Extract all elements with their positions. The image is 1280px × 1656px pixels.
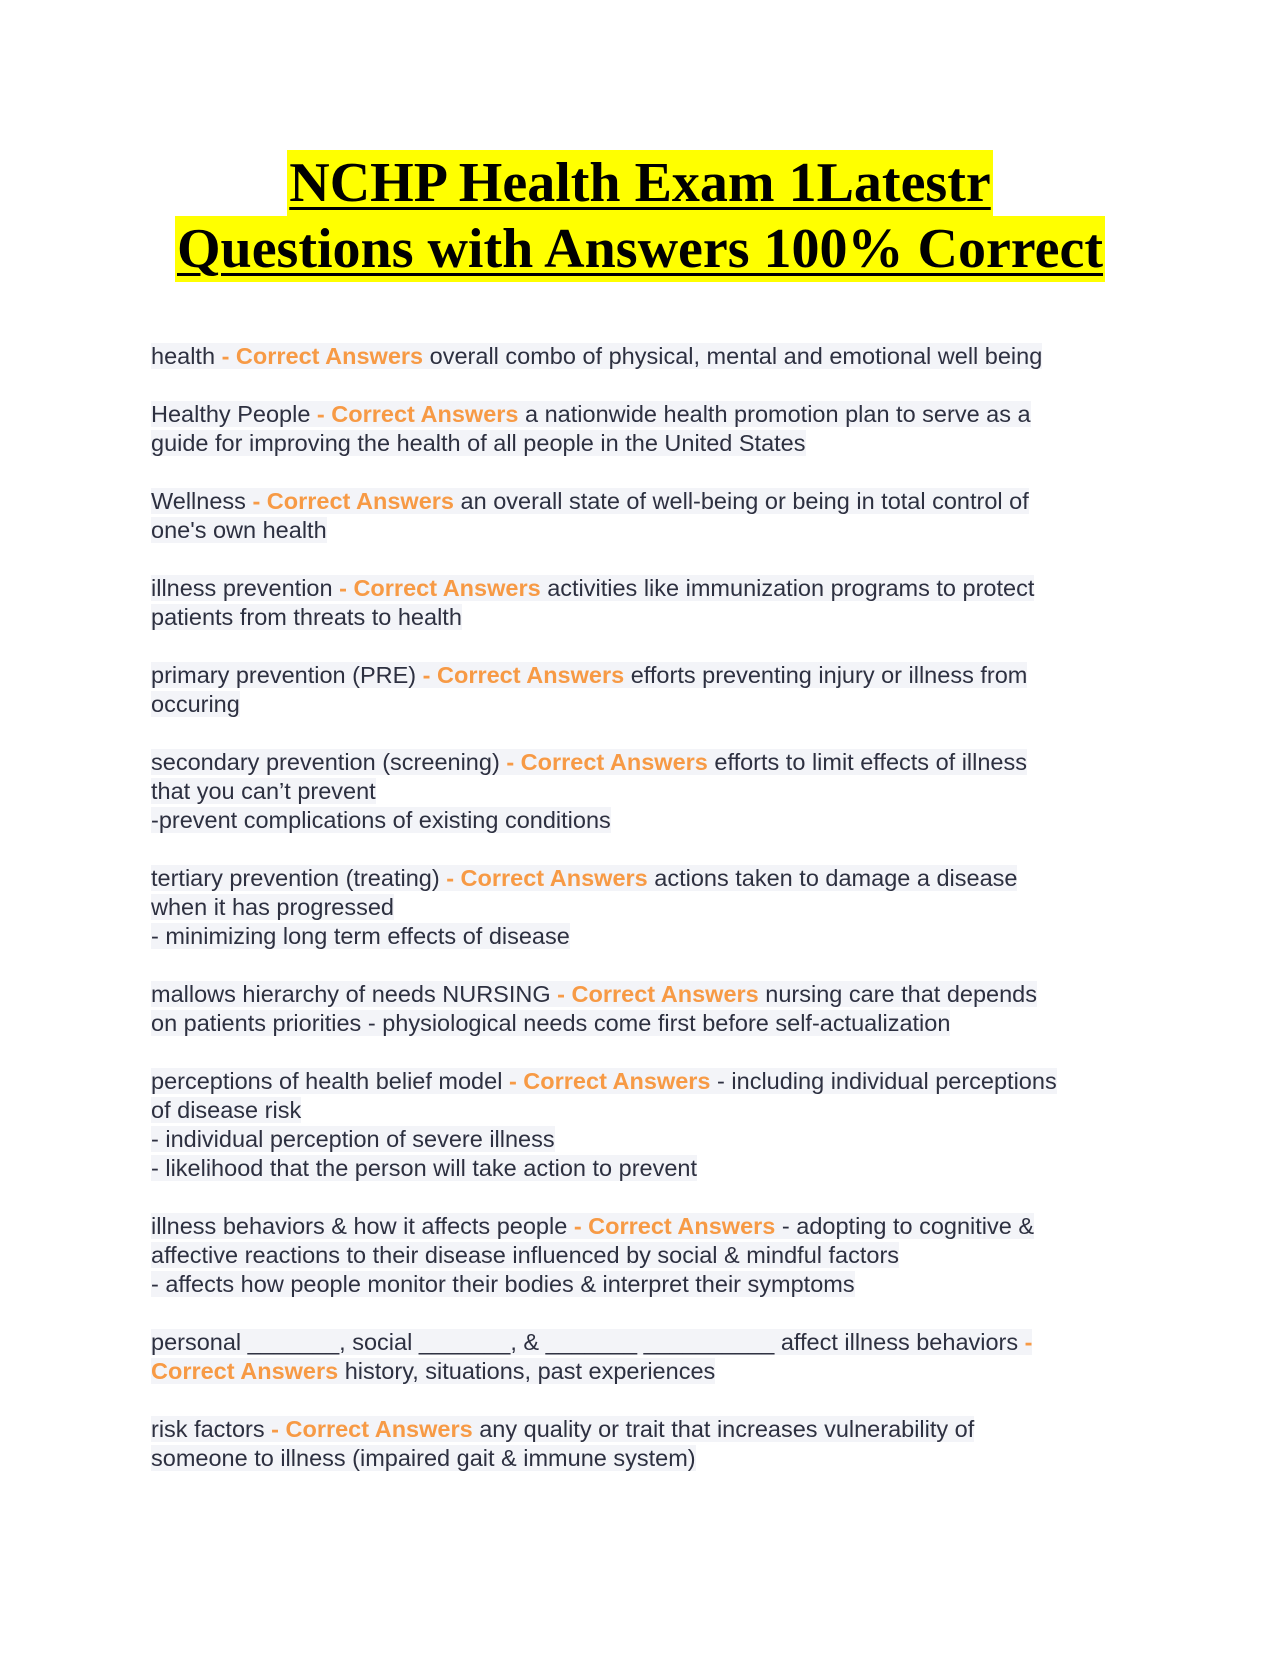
definition-continued: of disease risk bbox=[151, 1097, 302, 1123]
term: personal _______, social _______, & _______ __________ affect illness behaviors bbox=[151, 1329, 1025, 1355]
correct-answers-marker-dash: - bbox=[1024, 1329, 1033, 1355]
correct-answers-marker: - Correct Answers bbox=[316, 401, 519, 427]
definition-continued: someone to illness (impaired gait & immune system) bbox=[151, 1445, 696, 1471]
qa-item-wellness bbox=[151, 487, 1131, 545]
correct-answers-marker: - Correct Answers bbox=[446, 865, 648, 891]
definition-continued: patients from threats to health bbox=[151, 604, 462, 630]
qa-item-primary-prevention bbox=[151, 661, 1131, 719]
definition: a nationwide health promotion plan to serve as a bbox=[518, 401, 1031, 427]
definition-continued: when it has progressed bbox=[151, 894, 394, 920]
correct-answers-marker-text: Correct Answers bbox=[151, 1358, 339, 1384]
correct-answers-marker: - Correct Answers bbox=[508, 1068, 711, 1094]
definition: history, situations, past experiences bbox=[338, 1358, 716, 1384]
bullet-note: - affects how people monitor their bodies & interpret their symptoms bbox=[151, 1271, 855, 1297]
bullet-note: -prevent complications of existing conditions bbox=[151, 807, 611, 833]
document-title bbox=[120, 150, 1160, 282]
correct-answers-marker: - Correct Answers bbox=[573, 1213, 776, 1239]
bullet-note: - minimizing long term effects of disease bbox=[151, 923, 570, 949]
term: primary prevention (PRE) bbox=[151, 662, 423, 688]
term: Wellness bbox=[151, 488, 253, 514]
term: perceptions of health belief model bbox=[151, 1068, 509, 1094]
definition: any quality or trait that increases vulnerability of bbox=[472, 1416, 975, 1442]
qa-item-illness-behaviors bbox=[151, 1212, 1131, 1299]
correct-answers-marker: - Correct Answers bbox=[339, 575, 541, 601]
term: risk factors bbox=[151, 1416, 272, 1442]
term: illness behaviors & how it affects people bbox=[151, 1213, 574, 1239]
correct-answers-marker: - Correct Answers bbox=[252, 488, 454, 514]
term: mallows hierarchy of needs NURSING bbox=[151, 981, 558, 1007]
definition-continued: on patients priorities - physiological needs come first before self-actualization bbox=[151, 1010, 951, 1036]
qa-item-health bbox=[151, 342, 1131, 371]
definition-continued: affective reactions to their disease influenced by social & mindful factors bbox=[151, 1242, 900, 1268]
title-line-2: Questions with Answers 100% Correct bbox=[176, 218, 1104, 280]
definition: efforts preventing injury or illness from bbox=[624, 662, 1028, 688]
correct-answers-marker: - Correct Answers bbox=[221, 343, 424, 369]
qa-item-illness-behavior-factors bbox=[151, 1328, 1131, 1386]
definition: efforts to limit effects of illness bbox=[707, 749, 1027, 775]
qa-item-tertiary-prevention bbox=[151, 864, 1131, 951]
definition: actions taken to damage a disease bbox=[647, 865, 1018, 891]
definition: activities like immunization programs to protect bbox=[540, 575, 1035, 601]
definition: overall combo of physical, mental and emotional well being bbox=[423, 343, 1043, 369]
definition-continued: that you can’t prevent bbox=[151, 778, 376, 804]
definition-continued: one's own health bbox=[151, 517, 327, 543]
qa-item-health-belief-model bbox=[151, 1067, 1131, 1183]
bullet-note: - individual perception of severe illness bbox=[151, 1126, 555, 1152]
correct-answers-marker: - Correct Answers bbox=[422, 662, 625, 688]
definition: - adopting to cognitive & bbox=[775, 1213, 1035, 1239]
term: tertiary prevention (treating) bbox=[151, 865, 447, 891]
title-line-1: NCHP Health Exam 1Latestr bbox=[289, 152, 991, 214]
qa-item-secondary-prevention bbox=[151, 748, 1131, 835]
term: secondary prevention (screening) bbox=[151, 749, 507, 775]
qa-item-maslow-hierarchy bbox=[151, 980, 1131, 1038]
definition-continued: occuring bbox=[151, 691, 240, 717]
correct-answers-marker: - Correct Answers bbox=[271, 1416, 473, 1442]
term: illness prevention bbox=[151, 575, 340, 601]
qa-item-illness-prevention bbox=[151, 574, 1131, 632]
qa-item-risk-factors bbox=[151, 1415, 1131, 1473]
definition: nursing care that depends bbox=[758, 981, 1038, 1007]
bullet-note: - likelihood that the person will take action to prevent bbox=[151, 1155, 698, 1181]
term: health bbox=[151, 343, 222, 369]
correct-answers-marker: - Correct Answers bbox=[557, 981, 759, 1007]
definition-continued: guide for improving the health of all people in the United States bbox=[151, 430, 806, 456]
definition: - including individual perceptions bbox=[710, 1068, 1057, 1094]
qa-list bbox=[151, 342, 1131, 1502]
definition: an overall state of well-being or being in total control of bbox=[454, 488, 1029, 514]
correct-answers-marker: - Correct Answers bbox=[506, 749, 708, 775]
term: Healthy People bbox=[151, 401, 317, 427]
qa-item-healthy-people bbox=[151, 400, 1131, 458]
